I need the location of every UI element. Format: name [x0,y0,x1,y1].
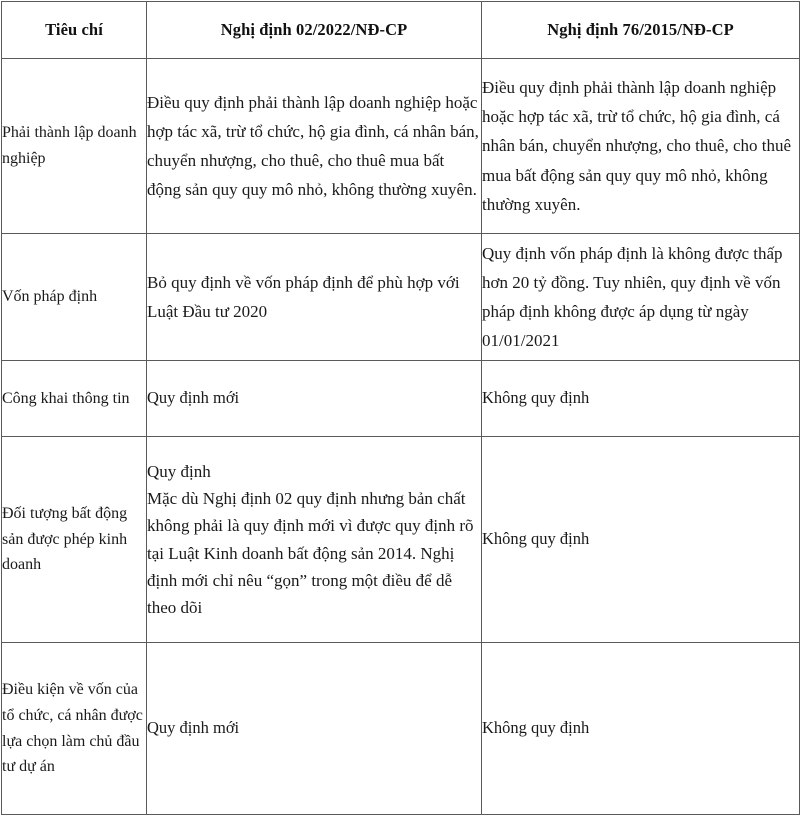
cell-nghi-dinh-76: Không quy định [482,437,800,643]
cell-nghi-dinh-02: Bỏ quy định về vốn pháp định để phù hợp với Luật Đầu tư 2020 [147,234,482,361]
cell-nghi-dinh-02: Điều quy định phải thành lập doanh nghiệp hoặc hợp tác xã, trừ tổ chức, hộ gia đình, cá nhân bán, chuyển nhượng, cho thuê, cho thuê mua bất động sản quy quy mô nhỏ, không thường xuyên. [147,59,482,234]
table-header-row [2,2,800,59]
cell-criteria: Đối tượng bất động sản được phép kinh doanh [2,437,147,643]
cell-criteria: Công khai thông tin [2,361,147,437]
cell-nghi-dinh-76: Điều quy định phải thành lập doanh nghiệp hoặc hợp tác xã, trừ tổ chức, hộ gia đình, cá nhân bán, chuyển nhượng, cho thuê, cho thuê mua bất động sản quy quy mô nhỏ, không thường xuyên. [482,59,800,234]
table-row [2,59,800,234]
table-header [2,2,800,59]
column-header-criteria: Tiêu chí [2,2,147,59]
table-body [2,59,800,815]
comparison-table [1,1,800,815]
document-page [0,1,800,816]
table-row [2,234,800,361]
table-row [2,437,800,643]
cell-nghi-dinh-76: Không quy định [482,643,800,815]
column-header-nghi-dinh-76-2015: Nghị định 76/2015/NĐ-CP [482,2,800,59]
cell-nghi-dinh-76: Quy định vốn pháp định là không được thấp hơn 20 tỷ đồng. Tuy nhiên, quy định về vốn pháp định không được áp dụng từ ngày 01/01/2021 [482,234,800,361]
cell-nghi-dinh-02: Quy định mới [147,643,482,815]
cell-nghi-dinh-02: Quy định mới [147,361,482,437]
column-header-nghi-dinh-02-2022: Nghị định 02/2022/NĐ-CP [147,2,482,59]
cell-nghi-dinh-76: Không quy định [482,361,800,437]
cell-criteria: Phải thành lập doanh nghiệp [2,59,147,234]
cell-criteria: Điều kiện về vốn của tổ chức, cá nhân được lựa chọn làm chủ đầu tư dự án [2,643,147,815]
cell-nghi-dinh-02: Quy định Mặc dù Nghị định 02 quy định nhưng bản chất không phải là quy định mới vì được quy định rõ tại Luật Kinh doanh bất động sản 2014. Nghị định mới chỉ nêu “gọn” trong một điều để dễ theo dõi [147,437,482,643]
cell-criteria: Vốn pháp định [2,234,147,361]
table-row [2,361,800,437]
table-row [2,643,800,815]
